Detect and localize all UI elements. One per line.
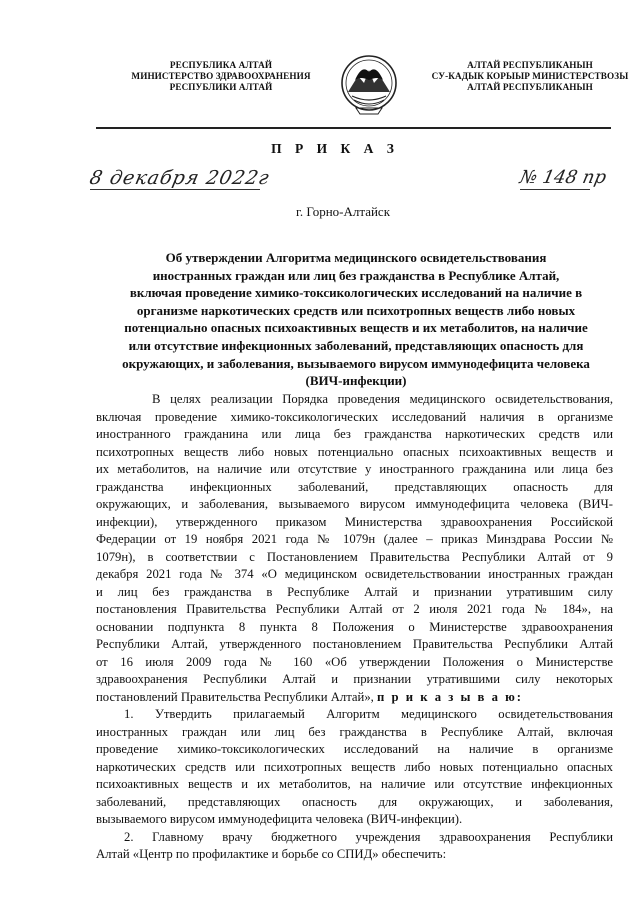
city-line: г. Горно-Алтайск <box>295 204 391 219</box>
body-line: основании подпункта 8 пункта 8 Положения о Министерстве здравоохранения <box>96 619 613 634</box>
body-line: и лиц без гражданства в Республике Алтай и признании утратившим силу <box>96 584 613 599</box>
body-line: гражданства инфекционных заболеваний, представляющих опасность для <box>96 479 613 494</box>
coat-of-arms-emblem-icon <box>338 50 400 120</box>
item-2-line: Алтай «Центр по профилактике и борьбе со СПИД» обеспечить: <box>96 847 447 861</box>
subject-line: потенциально опасных психоактивных веществ и их метаболитов, на наличие <box>124 320 588 336</box>
subject-line: организме наркотических средств или психотропных веществ либо новых <box>136 302 576 318</box>
order-body <box>96 391 613 864</box>
order-title: П Р И К А З <box>271 141 399 156</box>
body-line: постановлений Правительства Республики Алтай», <box>96 689 374 704</box>
subject-line: или отсутствие инфекционных заболеваний, представляющих опасность для <box>128 337 584 353</box>
header-right-line: АЛТАЙ РЕСПУБЛИКАНЫН <box>467 82 593 92</box>
body-line: В целях реализации Порядка проведения медицинского освидетельствования, <box>152 392 613 406</box>
body-line: здравоохранения Республики Алтай и признании утратившими силу некоторых <box>96 672 613 686</box>
body-line: Республики Алтай, утвержденного постановлением Правительства Республики Алтай <box>96 637 613 651</box>
subject-line: окружающих, и заболевания, вызываемого вирусом иммунодефицита человека <box>122 355 590 371</box>
header-right-line: АЛТАЙ РЕСПУБЛИКАНЫН <box>467 60 593 70</box>
subject-line: включая проведение химико-токсикологических исследований на наличие в <box>129 285 583 301</box>
handwritten-date: 8 декабря 2022г <box>87 167 272 189</box>
item-1-line: наркотических средств или психотропных веществ либо новых потенциально опасных <box>96 759 613 774</box>
body-line: включая проведение химико-токсикологических исследований наличия в организме <box>96 409 613 424</box>
header-left-ministry <box>116 60 326 93</box>
header-left-line: РЕСПУБЛИКА АЛТАЙ <box>169 60 273 70</box>
item-1-line: заболеваний, представляющих опасность для окружающих, и заболевания, <box>96 794 613 809</box>
date-underline <box>90 189 260 190</box>
body-line: психотропных веществ либо новых потенциально опасных психоактивных веществ и <box>96 444 613 459</box>
number-underline <box>520 189 590 190</box>
subject-line: Об утверждении Алгоритма медицинского освидетельствования <box>165 250 547 265</box>
body-line: 1079н), в соответствии с Постановлением Правительства Республики Алтай от 9 <box>96 549 613 564</box>
header-left-line: РЕСПУБЛИКИ АЛТАЙ <box>169 82 273 92</box>
header-right-line: СУ-КАДЫК КОРЫЫР МИНИСТЕРСТВОЗЫ <box>431 71 629 81</box>
order-keyword: п р и к а з ы в а ю: <box>377 689 524 704</box>
item-1-line: 1. Утвердить прилагаемый Алгоритм медицинского освидетельствования <box>124 707 613 721</box>
handwritten-number: № 148 пр <box>517 167 609 188</box>
body-line: декабря 2021 года № 374 «О медицинском освидетельствовании иностранных граждан <box>96 567 613 581</box>
header-right-ministry <box>415 60 640 93</box>
body-line: окружающих, и заболевания, вызываемого вирусом иммунодефицита человека (ВИЧ- <box>96 497 613 511</box>
item-1-line: иностранных граждан или лиц без гражданства в Республике Алтай, включая <box>96 724 613 739</box>
header-divider <box>96 127 611 129</box>
body-line: иностранного гражданина или лица без гражданства наркотических средств или <box>96 427 613 441</box>
body-line: постановления Правительства Республики Алтай от 2 июля 2021 года № 184», на <box>96 602 613 616</box>
order-subject <box>108 249 604 390</box>
body-line: от 16 июля 2009 года № 160 «Об утверждении Положения о Министерстве <box>96 654 613 669</box>
subject-line: иностранных граждан или лиц без гражданства в Республике Алтай, <box>152 267 560 283</box>
item-1-line: проведение химико-токсикологических исследований на наличие в организме <box>96 742 613 756</box>
item-1-line: вызываемого вирусом иммунодефицита человека (ВИЧ-инфекции). <box>96 812 463 826</box>
body-line: инфекции), утвержденного приказом Министерства здравоохранения Российской <box>96 514 613 529</box>
body-line: Федерации от 19 ноября 2021 года № 1079н (далее – приказ Минздрава России № <box>96 532 613 546</box>
item-2-line: 2. Главному врачу бюджетного учреждения здравоохранения Республики <box>124 829 613 844</box>
header-left-line: МИНИСТЕРСТВО ЗДРАВООХРАНЕНИЯ <box>131 71 311 81</box>
item-1-line: психоактивных веществ и их метаболитов, на наличие или отсутствие инфекционных <box>96 777 613 791</box>
body-line: их метаболитов, на наличие или отсутствие у иностранного гражданина или лица без <box>96 462 613 476</box>
subject-line: (ВИЧ-инфекции) <box>305 373 407 389</box>
body-line-final <box>96 689 613 707</box>
